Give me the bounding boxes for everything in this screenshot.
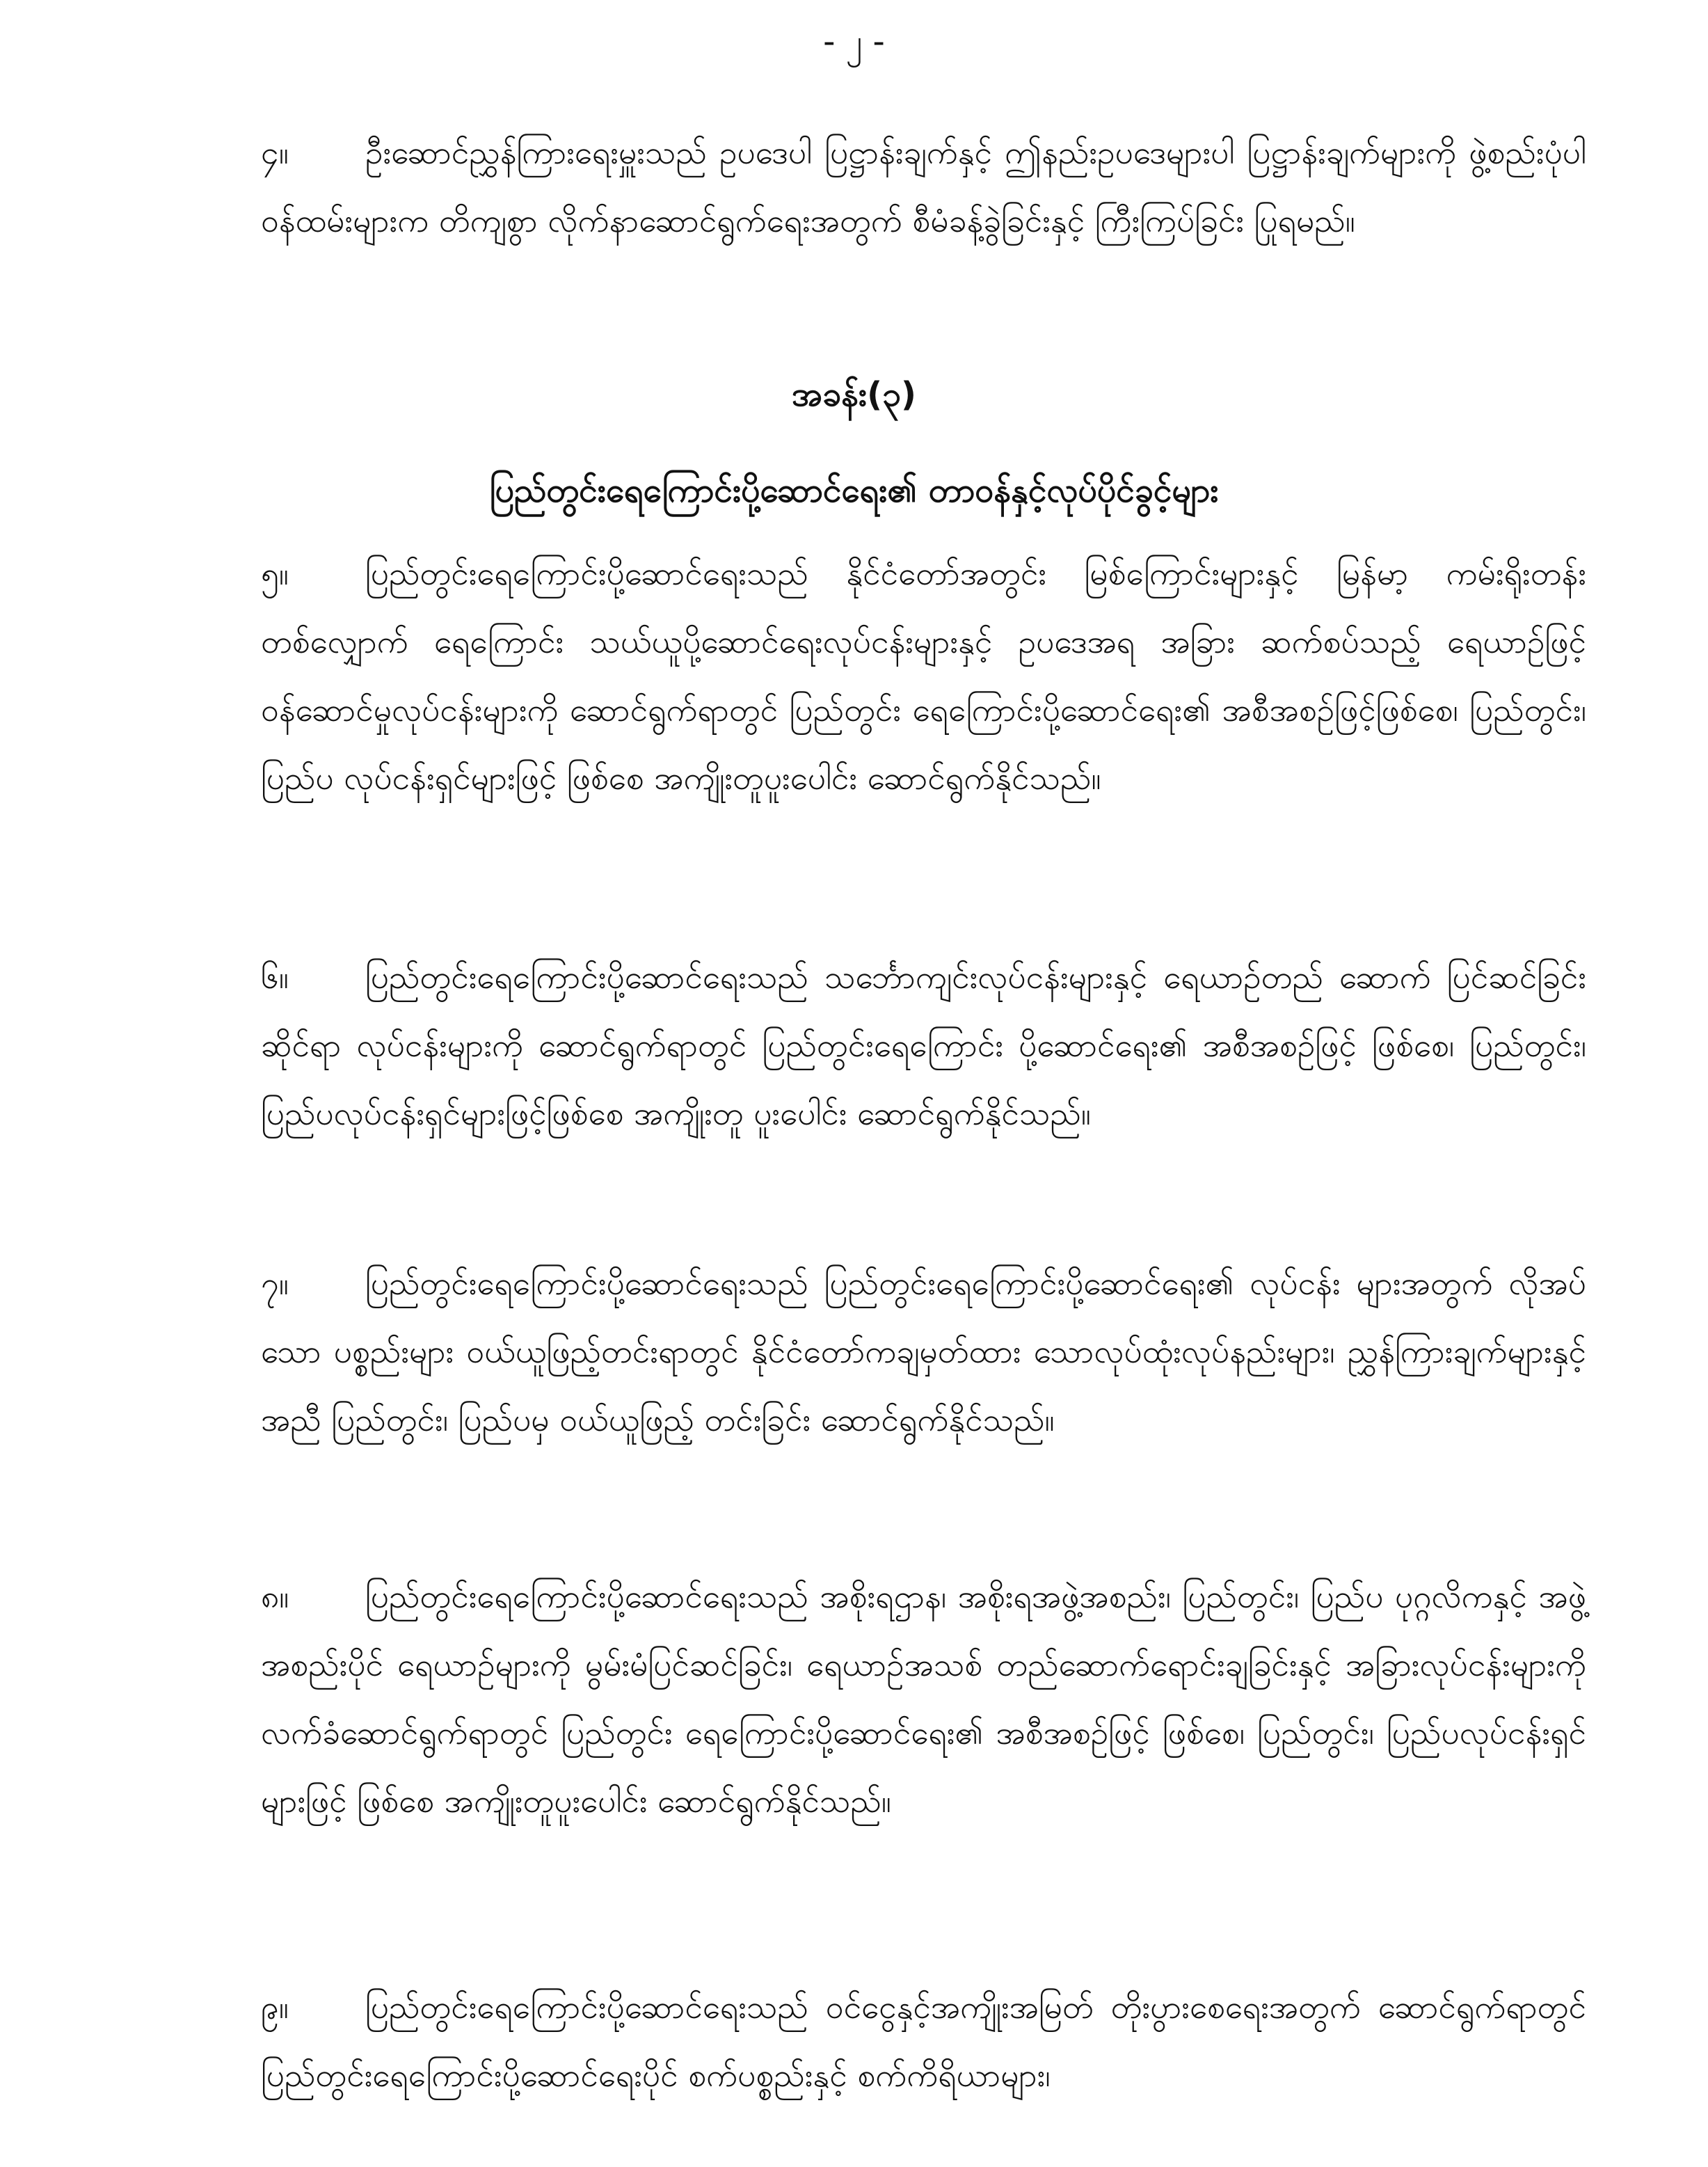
chapter-title: ပြည်တွင်းရေကြောင်းပို့ဆောင်ရေး၏ တာဝန်နှင့်လုပ်ပိုင်ခွင့်များ bbox=[489, 471, 1219, 510]
paragraph-number: ၇။ bbox=[261, 1264, 289, 1302]
paragraph-text: ပြည်တွင်းရေကြောင်းပို့ဆောင်ရေးသည် နိုင်ငံတော်အတွင်း မြစ်ကြောင်းများနှင့် မြန်မာ့ ကမ်းရိုးတန်းတစ်လျှောက် ရေကြောင်း သယ်ယူပို့ဆောင်ရေးလုပ်ငန်းများနှင့် ဥပဒေအရ အခြား ဆက်စပ်သည့် ရေယာဉ်ဖြင့် ဝန်ဆောင်မှုလုပ်ငန်းများကို ဆောင်ရွက်ရာတွင် ပြည်တွင်း ရေကြောင်းပို့ဆောင်ရေး၏ အစီအစဉ်ဖြင့်ဖြစ်စေ၊ ပြည်တွင်း၊ ပြည်ပ လုပ်ငန်းရှင်များဖြင့် ဖြစ်စေ အကျိုးတူပူးပေါင်း ဆောင်ရွက်နိုင်သည်။ bbox=[261, 555, 1586, 797]
paragraph-number: ၉။ bbox=[261, 1988, 289, 2026]
paragraph-number: ၅။ bbox=[261, 555, 289, 592]
paragraph-text: ဦးဆောင်ညွှန်ကြားရေးမှူးသည် ဥပဒေပါ ပြဋ္ဌာန်းချက်နှင့် ဤနည်းဥပဒေများပါ ပြဋ္ဌာန်းချက်များကို ဖွဲ့စည်းပုံပါ ဝန်ထမ်းများက တိကျစွာ လိုက်နာဆောင်ရွက်ရေးအတွက် စီမံခန့်ခွဲခြင်းနှင့် ကြီးကြပ်ခြင်း ပြုရမည်။ bbox=[261, 134, 1586, 239]
paragraph-number: ၄။ bbox=[261, 134, 289, 171]
paragraph-4 bbox=[261, 118, 1586, 255]
paragraph-number: ၆။ bbox=[261, 958, 289, 996]
paragraph-6 bbox=[261, 943, 1586, 1148]
paragraph-text: ပြည်တွင်းရေကြောင်းပို့ဆောင်ရေးသည် သင်္ဘောကျင်းလုပ်ငန်းများနှင့် ရေယာဉ်တည် ဆောက် ပြင်ဆင်ခြင်းဆိုင်ရာ လုပ်ငန်းများကို ဆောင်ရွက်ရာတွင် ပြည်တွင်းရေကြောင်း ပို့ဆောင်ရေး၏ အစီအစဉ်ဖြင့် ဖြစ်စေ၊ ပြည်တွင်း၊ ပြည်ပလုပ်ငန်းရှင်များဖြင့်ဖြစ်စေ အကျိုးတူ ပူးပေါင်း ဆောင်ရွက်နိုင်သည်။ bbox=[261, 958, 1586, 1132]
page-number: - ၂ - bbox=[823, 22, 885, 61]
paragraph-text: ပြည်တွင်းရေကြောင်းပို့ဆောင်ရေးသည် အစိုးရဌာန၊ အစိုးရအဖွဲ့အစည်း၊ ပြည်တွင်း၊ ပြည်ပ ပုဂ္ဂလိကနှင့် အဖွဲ့အစည်းပိုင် ရေယာဉ်များကို မွမ်းမံပြင်ဆင်ခြင်း၊ ရေယာဉ်အသစ် တည်ဆောက်ရောင်းချခြင်းနှင့် အခြားလုပ်ငန်းများကို လက်ခံဆောင်ရွက်ရာတွင် ပြည်တွင်း ရေကြောင်းပို့ဆောင်ရေး၏ အစီအစဉ်ဖြင့် ဖြစ်စေ၊ ပြည်တွင်း၊ ပြည်ပလုပ်ငန်းရှင်များဖြင့် ဖြစ်စေ အကျိုးတူပူးပေါင်း ဆောင်ရွက်နိုင်သည်။ bbox=[261, 1578, 1586, 1820]
paragraph-number: ၈။ bbox=[261, 1578, 289, 1615]
chapter-heading: အခန်း(၃) bbox=[792, 375, 916, 414]
paragraph-text: ပြည်တွင်းရေကြောင်းပို့ဆောင်ရေးသည် ဝင်ငွေနှင့်အကျိုးအမြတ် တိုးပွားစေရေးအတွက် ဆောင်ရွက်ရာတွင် ပြည်တွင်းရေကြောင်းပို့ဆောင်ရေးပိုင် စက်ပစ္စည်းနှင့် စက်ကိရိယာများ၊ bbox=[261, 1988, 1586, 2094]
paragraph-9 bbox=[261, 1973, 1586, 2109]
paragraph-7 bbox=[261, 1249, 1586, 1454]
paragraph-5 bbox=[261, 539, 1586, 812]
paragraph-8 bbox=[261, 1562, 1586, 1835]
paragraph-text: ပြည်တွင်းရေကြောင်းပို့ဆောင်ရေးသည် ပြည်တွင်းရေကြောင်းပို့ဆောင်ရေး၏ လုပ်ငန်း များအတွက် လိုအပ်သော ပစ္စည်းများ ဝယ်ယူဖြည့်တင်းရာတွင် နိုင်ငံတော်ကချမှတ်ထား သောလုပ်ထုံးလုပ်နည်းများ၊ ညွှန်ကြားချက်များနှင့်အညီ ပြည်တွင်း၊ ပြည်ပမှ ဝယ်ယူဖြည့် တင်းခြင်း ဆောင်ရွက်နိုင်သည်။ bbox=[261, 1264, 1586, 1438]
